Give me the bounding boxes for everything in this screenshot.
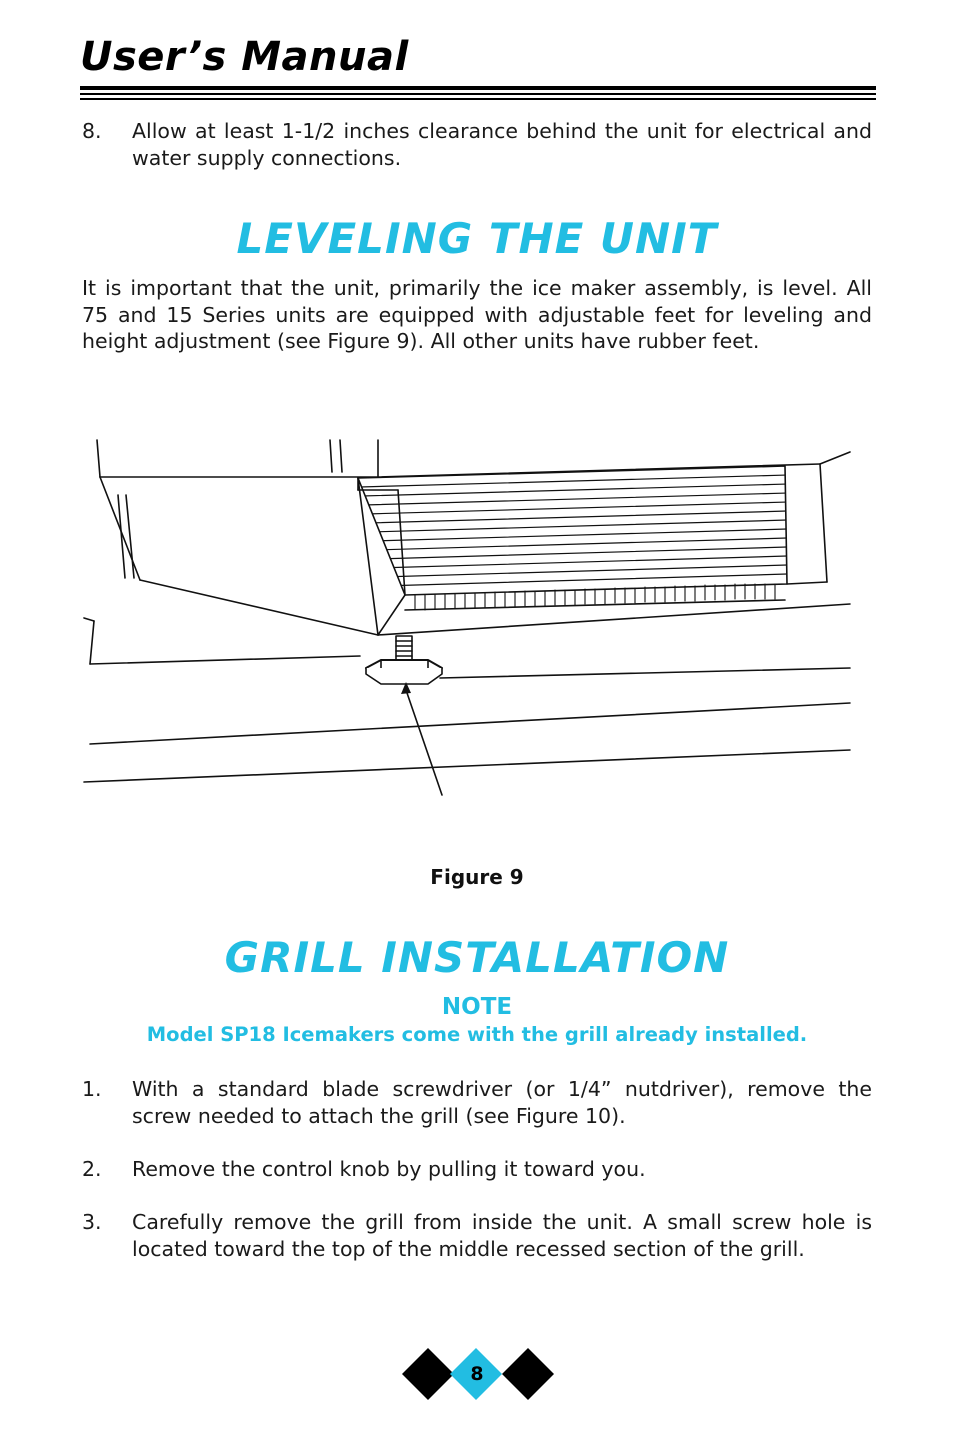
manual-title: User’s Manual xyxy=(80,34,409,80)
note-title: NOTE xyxy=(441,994,513,1020)
step-text: Carefully remove the grill from inside the unit. A small screw hole is located toward the top of the middle recessed section of the grill. xyxy=(132,1210,872,1261)
header-rule-thin-2 xyxy=(80,98,876,100)
grill-step xyxy=(82,1209,872,1262)
header-rule-thin xyxy=(80,93,876,95)
note-text: Model SP18 Icemakers come with the grill already installed. xyxy=(146,1023,808,1046)
leveling-paragraph: It is important that the unit, primarily the ice maker assembly, is level. All 75 and 15 Series units are equipped with adjustable feet for leveling and height adjustment (see Figure 9). All other units have rubber feet. xyxy=(82,276,872,353)
step-number: 3. xyxy=(82,1210,102,1234)
step-number: 8. xyxy=(82,119,102,143)
right-diamond xyxy=(502,1348,554,1400)
intro-step xyxy=(82,118,872,171)
step-number: 2. xyxy=(82,1157,102,1181)
grill-step xyxy=(82,1156,872,1183)
grill-step xyxy=(82,1076,872,1129)
figure-9-illustration xyxy=(0,420,954,820)
step-text: With a standard blade screwdriver (or 1/4” nutdriver), remove the screw needed to attach the grill (see Figure 10). xyxy=(132,1077,872,1128)
step-text: Remove the control knob by pulling it toward you. xyxy=(132,1157,646,1181)
step-text: Allow at least 1-1/2 inches clearance behind the unit for electrical and water supply connections. xyxy=(132,119,872,170)
left-diamond xyxy=(402,1348,454,1400)
grill-heading: GRILL INSTALLATION xyxy=(224,933,730,982)
leveling-heading: LEVELING THE UNIT xyxy=(236,214,718,263)
page-number: 8 xyxy=(470,1363,484,1385)
step-number: 1. xyxy=(82,1077,102,1101)
header-rule-thick xyxy=(80,86,876,90)
figure-caption: Figure 9 xyxy=(430,865,524,889)
